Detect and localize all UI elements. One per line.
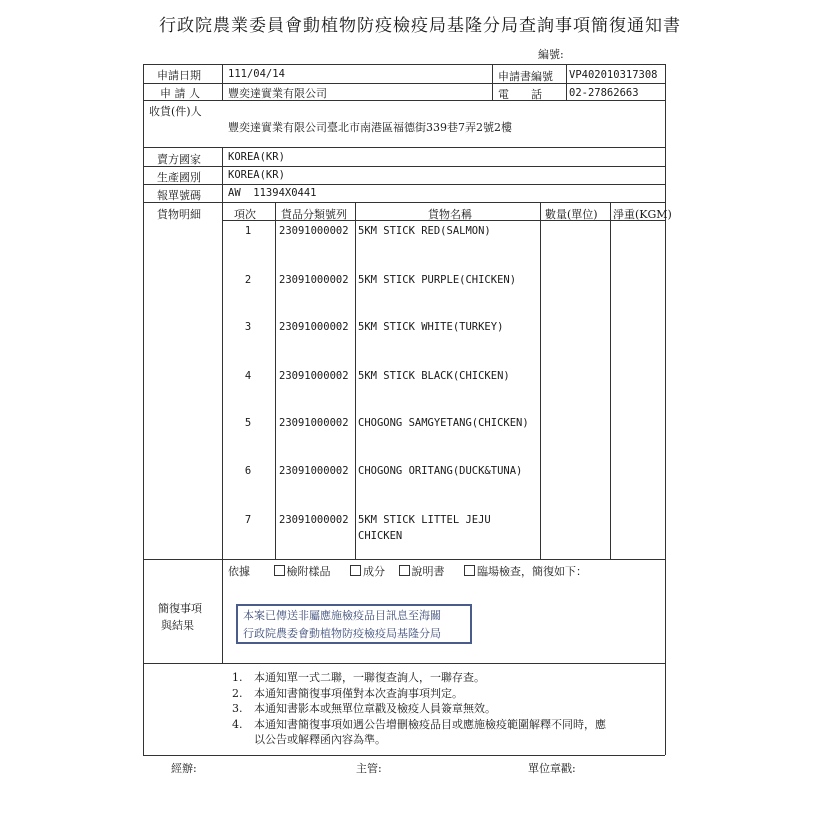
reply-basis-row <box>228 563 587 579</box>
list-item: 1. 本通知單一式二聯，一聯復查詢人，一聯存查。 <box>232 671 485 684</box>
goods-name: CHOGONG ORITANG(DUCK&TUNA) <box>358 465 523 477</box>
item-number: 3 <box>244 321 252 333</box>
seller-country-label: 賣方國家 <box>157 153 201 166</box>
onsite-option-label: 臨場檢查，簡復如下： <box>477 565 587 578</box>
tariff-code: 23091000002 <box>279 321 349 333</box>
item-number: 1 <box>244 225 252 237</box>
applicant-value: 豐奕達實業有限公司 <box>228 87 327 100</box>
goods-name: 5KM STICK PURPLE(CHICKEN) <box>358 274 517 286</box>
consignee-value: 豐奕達實業有限公司臺北市南港區福德街339巷7弄2號2樓 <box>228 121 512 134</box>
goods-name: CHOGONG SAMGYETANG(CHICKEN) <box>358 417 529 429</box>
goods-header-item-no: 項次 <box>234 208 256 221</box>
goods-name: 5KM STICK WHITE(TURKEY) <box>358 321 504 333</box>
tariff-code: 23091000002 <box>279 370 349 382</box>
stamp-line-2: 行政院農委會動植物防疫檢疫局基隆分局 <box>243 627 441 640</box>
notes-list <box>232 669 606 747</box>
apply-date-label: 申請日期 <box>157 69 201 82</box>
reply-section-label-2: 與結果 <box>161 619 194 632</box>
basis-label: 依據 <box>228 565 250 578</box>
unit-seal-label: 單位章戳: <box>528 762 576 775</box>
ingredient-option-label: 成分 <box>363 565 385 578</box>
stamp-line-1: 本案已傳送非屬應施檢疫品目訊息至海關 <box>243 609 441 622</box>
document-title: 行政院農業委員會動植物防疫檢疫局基隆分局查詢事項簡復通知書 <box>159 16 681 36</box>
item-number: 2 <box>244 274 252 286</box>
application-number-label: 申請書編號 <box>498 70 553 83</box>
official-stamp <box>236 604 472 644</box>
tariff-code: 23091000002 <box>279 417 349 429</box>
customs-number-value: AW 11394X0441 <box>228 187 317 199</box>
tariff-code: 23091000002 <box>279 225 349 237</box>
applicant-label: 申 請 人 <box>160 87 200 100</box>
item-number: 7 <box>244 514 252 526</box>
item-number: 4 <box>244 370 252 382</box>
goods-header-goods-name: 貨物名稱 <box>428 208 472 221</box>
onsite-inspection-checkbox[interactable] <box>464 565 475 576</box>
origin-country-value: KOREA(KR) <box>228 169 285 181</box>
list-item: 2. 本通知書簡復事項僅對本次查詢事項判定。 <box>232 686 463 700</box>
customs-number-label: 報單號碼 <box>157 189 201 202</box>
goods-name-continued: CHICKEN <box>358 530 403 542</box>
origin-country-label: 生產國別 <box>157 171 201 184</box>
supervisor-signature-label: 主管: <box>356 762 382 775</box>
sample-option-label: 檢附樣品 <box>286 565 331 578</box>
phone-label: 電 話 <box>498 88 542 101</box>
goods-detail-label: 貨物明細 <box>157 208 201 221</box>
consignee-label: 收貨(件)人 <box>149 105 202 118</box>
ingredient-checkbox[interactable] <box>350 565 361 576</box>
tariff-code: 23091000002 <box>279 465 349 477</box>
reply-section-label: 簡復事項 <box>158 602 202 615</box>
goods-header-net-weight: 淨重(KGM) <box>613 208 672 221</box>
tariff-code: 23091000002 <box>279 274 349 286</box>
handler-signature-label: 經辦: <box>171 762 197 775</box>
list-item: 3. 本通知書影本或無單位章戳及檢疫人員簽章無效。 <box>232 702 496 715</box>
seller-country-value: KOREA(KR) <box>228 151 285 163</box>
phone-value: 02-27862663 <box>569 87 639 99</box>
list-item: 以公告或解釋函內容為準。 <box>254 733 386 746</box>
goods-name: 5KM STICK RED(SALMON) <box>358 225 491 237</box>
apply-date-value: 111/04/14 <box>228 68 285 80</box>
sample-checkbox[interactable] <box>274 565 285 576</box>
tariff-code: 23091000002 <box>279 514 349 526</box>
manual-checkbox[interactable] <box>399 565 410 576</box>
manual-option-label: 說明書 <box>411 565 445 578</box>
goods-name: 5KM STICK LITTEL JEJU <box>358 514 491 526</box>
serial-number-label: 編號: <box>538 48 564 61</box>
application-number-value: VP402010317308 <box>569 69 658 81</box>
list-item: 4. 本通知書簡復事項如遇公告增刪檢疫品目或應施檢疫範圍解釋不同時，應 <box>232 717 606 731</box>
goods-name: 5KM STICK BLACK(CHICKEN) <box>358 370 510 382</box>
item-number: 5 <box>244 417 252 429</box>
goods-header-quantity: 數量(單位) <box>545 208 598 221</box>
item-number: 6 <box>244 465 252 477</box>
goods-header-tariff-code: 貨品分類號列 <box>281 208 347 221</box>
